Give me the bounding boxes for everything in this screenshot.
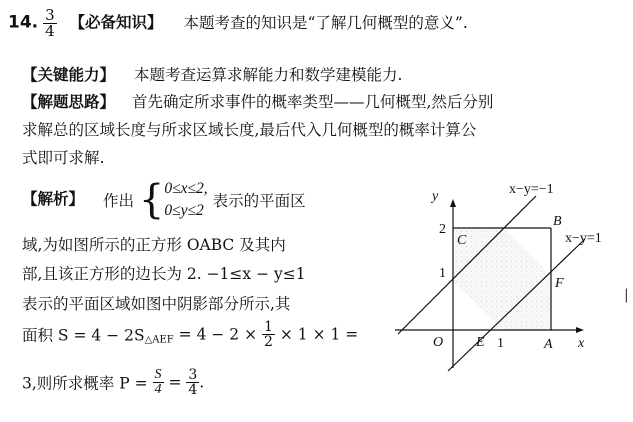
label-ability: 【关键能力】 — [22, 66, 116, 84]
probability-pre: 3,则所求概率 P = — [22, 374, 148, 393]
unused-2 — [398, 194, 538, 229]
prob-equals: = — [168, 373, 182, 392]
analysis-line-2: 域,为如图所示的正方形 OABC 及其内 — [22, 236, 286, 254]
label-analysis: 【解析】 — [22, 190, 85, 208]
answer-numerator: 3 — [45, 6, 55, 24]
system-row-1: 0≤x≤2, — [164, 180, 208, 197]
system-row-2: 0≤y≤2 — [164, 202, 204, 219]
label-origin: O — [433, 335, 444, 350]
analysis-make: 作出 — [102, 192, 134, 210]
ability-text: 本题考查运算求解能力和数学建模能力. — [133, 66, 403, 84]
prob-denominator-1: 4 — [154, 382, 162, 397]
idea-line-2: 求解总的区域长度与所求区域长度,最后代入几何概型的概率计算公 — [22, 121, 477, 139]
label-axis-y: y — [432, 189, 439, 204]
tick-label-y2: 2 — [439, 222, 446, 237]
idea-line-3: 式即可求解. — [22, 149, 105, 167]
idea-text-1: 首先确定所求事件的概率类型——几何概型,然后分别 — [131, 93, 494, 111]
label-line-top: x−y=−1 — [509, 182, 554, 197]
label-point-a: A — [544, 337, 553, 352]
x-axis-arrow — [576, 327, 584, 333]
prob-period: . — [199, 373, 205, 392]
prob-numerator-1: S — [154, 367, 162, 382]
area-pre: 面积 S = 4 − 2S — [22, 326, 145, 345]
area-mid: = 4 − 2 × — [178, 325, 258, 344]
area-subscript: △AEF — [144, 334, 174, 346]
analysis-line-3: 部,且该正方形的边长为 2. −1≤x − y≤1 — [22, 265, 306, 283]
half-denominator: 2 — [264, 334, 273, 350]
label-line-bottom: x−y=1 — [565, 231, 602, 246]
prob-denominator-2: 4 — [188, 382, 198, 398]
answer-denominator: 4 — [45, 22, 55, 40]
analysis-region-text: 表示的平面区 — [212, 192, 306, 210]
label-knowledge: 【必备知识】 — [69, 13, 163, 32]
tick-label-y1: 1 — [439, 266, 446, 281]
analysis-line-4: 表示的平面区域如图中阴影部分所示,其 — [22, 295, 291, 313]
label-idea: 【解题思路】 — [22, 93, 116, 111]
label-point-b: B — [553, 214, 562, 229]
half-numerator: 1 — [264, 319, 273, 335]
label-point-e: E — [476, 335, 485, 350]
label-axis-x: x — [578, 336, 585, 351]
label-point-c: C — [457, 233, 467, 248]
area-post: × 1 × 1 = — [279, 325, 359, 344]
question-number: 14. — [8, 12, 39, 33]
prob-numerator-2: 3 — [188, 367, 198, 383]
label-point-f: F — [555, 276, 564, 291]
system-brace: { — [138, 177, 165, 223]
tick-label-x1: 1 — [497, 336, 504, 351]
knowledge-text: 本题考查的知识是“了解几何概型的意义”. — [183, 13, 468, 32]
margin-mark: | — [624, 287, 629, 303]
y-axis-arrow — [450, 199, 456, 207]
shaded-region-tint — [453, 228, 551, 330]
